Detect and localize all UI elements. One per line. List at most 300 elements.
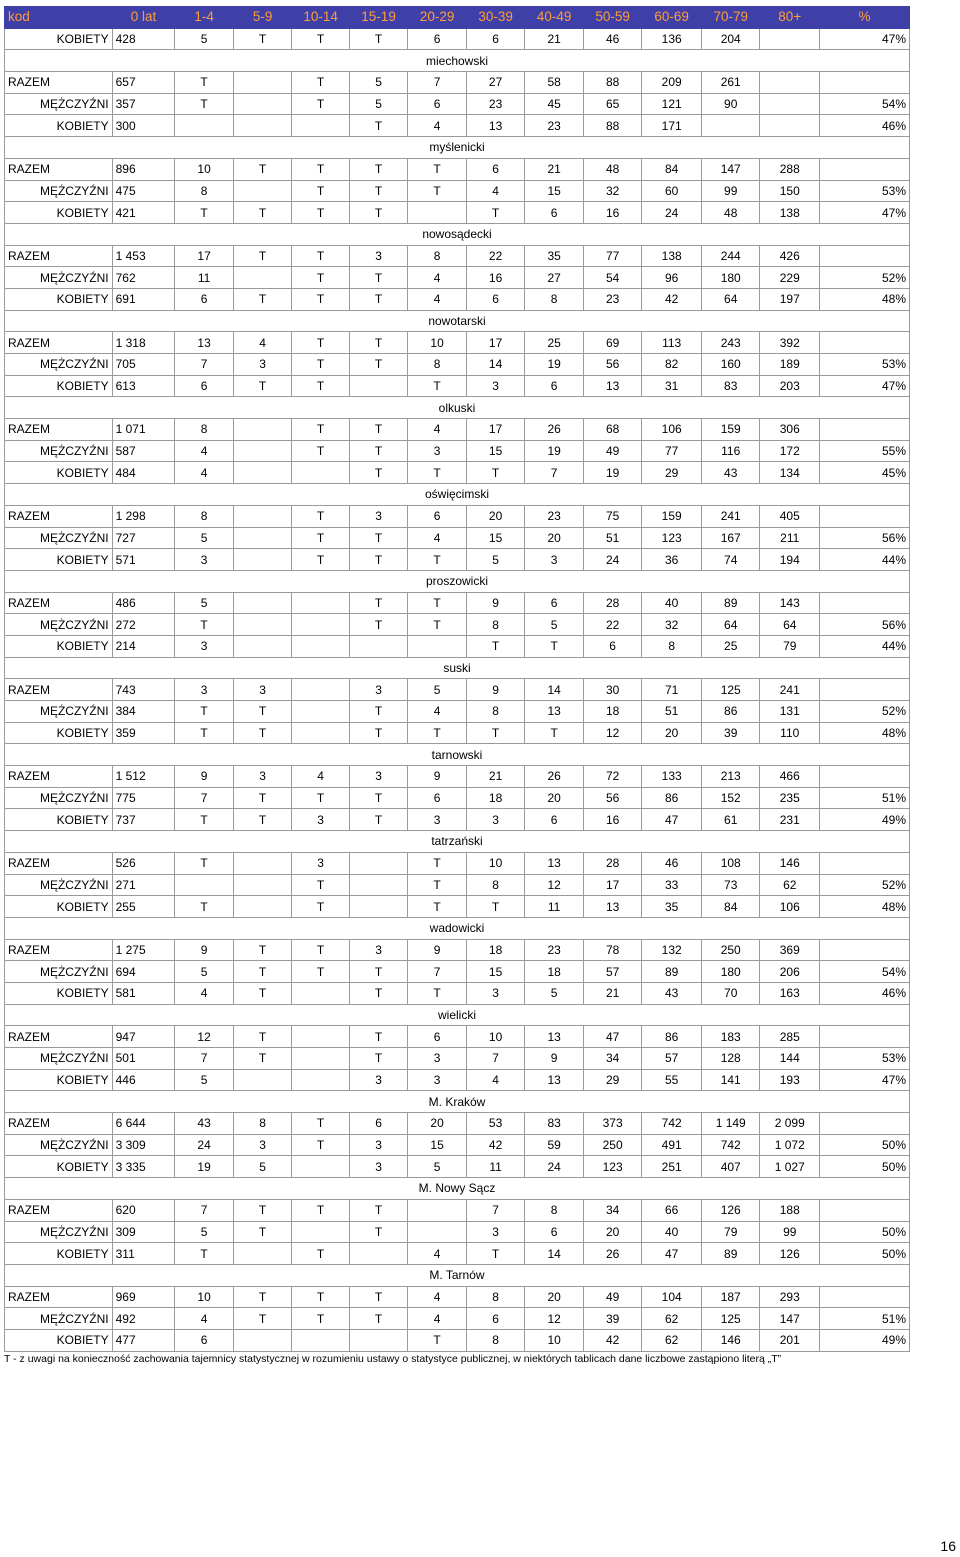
row-label: KOBIETY xyxy=(5,809,113,831)
age-cell: 75 xyxy=(583,505,642,527)
age-cell: T xyxy=(349,592,408,614)
age-cell xyxy=(760,72,820,94)
age-cell: 12 xyxy=(525,1308,584,1330)
age-cell: 138 xyxy=(642,245,702,267)
age-cell: 23 xyxy=(466,93,525,115)
percent-cell xyxy=(820,419,910,441)
age-cell xyxy=(292,701,349,723)
age-cell xyxy=(292,614,349,636)
table-row xyxy=(5,1113,910,1135)
percent-cell: 50% xyxy=(820,1156,910,1178)
section-row xyxy=(5,744,910,766)
age-cell: T xyxy=(349,354,408,376)
row-label: MĘŻCZYŹNI xyxy=(5,614,113,636)
age-cell: 18 xyxy=(466,787,525,809)
age-cell: 6 xyxy=(525,592,584,614)
total-cell: 384 xyxy=(112,701,175,723)
age-cell: 77 xyxy=(583,245,642,267)
age-cell: 34 xyxy=(583,1048,642,1070)
table-row xyxy=(5,72,910,94)
percent-cell xyxy=(820,852,910,874)
age-cell: 40 xyxy=(642,1221,702,1243)
age-cell: 86 xyxy=(642,787,702,809)
age-cell: 250 xyxy=(701,939,760,961)
age-cell: 89 xyxy=(701,1243,760,1265)
age-cell: 61 xyxy=(701,809,760,831)
age-cell: 6 xyxy=(466,28,525,50)
total-cell: 492 xyxy=(112,1308,175,1330)
age-cell: 7 xyxy=(175,354,234,376)
age-cell: T xyxy=(175,72,234,94)
age-cell: 209 xyxy=(642,72,702,94)
total-cell: 657 xyxy=(112,72,175,94)
row-label: RAZEM xyxy=(5,72,113,94)
age-cell: 3 xyxy=(466,375,525,397)
age-cell: T xyxy=(349,267,408,289)
total-cell: 587 xyxy=(112,440,175,462)
section-row xyxy=(5,657,910,679)
age-cell: 742 xyxy=(642,1113,702,1135)
age-cell: 22 xyxy=(583,614,642,636)
percent-cell: 52% xyxy=(820,701,910,723)
age-cell: 15 xyxy=(466,527,525,549)
total-cell: 727 xyxy=(112,527,175,549)
age-cell: T xyxy=(466,202,525,224)
age-cell: 48 xyxy=(583,158,642,180)
table-row xyxy=(5,93,910,115)
row-label: MĘŻCZYŹNI xyxy=(5,440,113,462)
total-cell: 475 xyxy=(112,180,175,202)
age-cell: 8 xyxy=(175,180,234,202)
header-cell: 0 lat xyxy=(112,7,175,29)
age-cell: 20 xyxy=(525,787,584,809)
age-cell: 3 xyxy=(349,939,408,961)
age-cell: 123 xyxy=(642,527,702,549)
age-cell: T xyxy=(175,1243,234,1265)
age-cell: 30 xyxy=(583,679,642,701)
age-cell: 136 xyxy=(642,28,702,50)
section-row xyxy=(5,484,910,506)
age-cell: 306 xyxy=(760,419,820,441)
section-title: M. Kraków xyxy=(5,1091,910,1113)
age-cell: 8 xyxy=(466,614,525,636)
age-cell: 4 xyxy=(175,982,234,1004)
table-row xyxy=(5,787,910,809)
age-cell: 11 xyxy=(175,267,234,289)
mortality-table xyxy=(4,6,910,1352)
age-cell: 19 xyxy=(525,354,584,376)
age-cell xyxy=(349,852,408,874)
age-cell: T xyxy=(292,375,349,397)
age-cell: T xyxy=(349,614,408,636)
age-cell: T xyxy=(292,549,349,571)
age-cell: 9 xyxy=(525,1048,584,1070)
percent-cell: 47% xyxy=(820,375,910,397)
age-cell: T xyxy=(292,1286,349,1308)
age-cell: T xyxy=(233,961,292,983)
age-cell: T xyxy=(292,1243,349,1265)
age-cell: T xyxy=(349,1048,408,1070)
table-row xyxy=(5,28,910,50)
total-cell: 1 453 xyxy=(112,245,175,267)
age-cell: 23 xyxy=(525,115,584,137)
row-label: KOBIETY xyxy=(5,635,113,657)
age-cell: T xyxy=(349,419,408,441)
age-cell: 64 xyxy=(701,288,760,310)
age-cell xyxy=(233,462,292,484)
age-cell: 29 xyxy=(583,1069,642,1091)
age-cell: T xyxy=(233,722,292,744)
row-label: KOBIETY xyxy=(5,982,113,1004)
age-cell: 8 xyxy=(408,245,467,267)
percent-cell xyxy=(820,1286,910,1308)
section-row xyxy=(5,1264,910,1286)
age-cell: 204 xyxy=(701,28,760,50)
age-cell: 43 xyxy=(642,982,702,1004)
age-cell: T xyxy=(466,462,525,484)
percent-cell: 51% xyxy=(820,787,910,809)
age-cell: 392 xyxy=(760,332,820,354)
age-cell xyxy=(233,1069,292,1091)
table-row xyxy=(5,1026,910,1048)
age-cell: 19 xyxy=(175,1156,234,1178)
percent-cell: 49% xyxy=(820,809,910,831)
age-cell: T xyxy=(408,722,467,744)
age-cell: 16 xyxy=(466,267,525,289)
age-cell xyxy=(233,592,292,614)
age-cell: 57 xyxy=(583,961,642,983)
row-label: RAZEM xyxy=(5,679,113,701)
row-label: MĘŻCZYŹNI xyxy=(5,1221,113,1243)
age-cell: T xyxy=(292,158,349,180)
age-cell: 4 xyxy=(408,701,467,723)
total-cell: 743 xyxy=(112,679,175,701)
age-cell: 3 xyxy=(408,809,467,831)
table-row xyxy=(5,874,910,896)
header-cell: % xyxy=(820,7,910,29)
table-row xyxy=(5,1199,910,1221)
row-label: MĘŻCZYŹNI xyxy=(5,527,113,549)
age-cell: 3 xyxy=(349,1069,408,1091)
percent-cell: 50% xyxy=(820,1243,910,1265)
age-cell: 203 xyxy=(760,375,820,397)
age-cell: T xyxy=(292,505,349,527)
percent-cell xyxy=(820,766,910,788)
age-cell: 10 xyxy=(466,1026,525,1048)
section-title: nowotarski xyxy=(5,310,910,332)
age-cell: 491 xyxy=(642,1134,702,1156)
section-title: miechowski xyxy=(5,50,910,72)
age-cell: T xyxy=(466,722,525,744)
age-cell: 194 xyxy=(760,549,820,571)
age-cell: 56 xyxy=(583,354,642,376)
age-cell: 84 xyxy=(642,158,702,180)
age-cell: 14 xyxy=(466,354,525,376)
header-cell: 50-59 xyxy=(583,7,642,29)
age-cell: T xyxy=(292,1113,349,1135)
age-cell: 261 xyxy=(701,72,760,94)
age-cell: T xyxy=(466,896,525,918)
age-cell: 231 xyxy=(760,809,820,831)
age-cell: 58 xyxy=(525,72,584,94)
age-cell: 46 xyxy=(642,852,702,874)
percent-cell: 53% xyxy=(820,180,910,202)
age-cell: 235 xyxy=(760,787,820,809)
age-cell: 213 xyxy=(701,766,760,788)
age-cell: 20 xyxy=(525,1286,584,1308)
age-cell: T xyxy=(349,440,408,462)
table-row xyxy=(5,701,910,723)
age-cell: 8 xyxy=(466,874,525,896)
percent-cell: 48% xyxy=(820,896,910,918)
age-cell: 197 xyxy=(760,288,820,310)
age-cell: T xyxy=(349,158,408,180)
age-cell: T xyxy=(349,28,408,50)
table-row xyxy=(5,505,910,527)
age-cell: 159 xyxy=(701,419,760,441)
age-cell: T xyxy=(349,961,408,983)
age-cell: 39 xyxy=(583,1308,642,1330)
age-cell: 121 xyxy=(642,93,702,115)
age-cell: 285 xyxy=(760,1026,820,1048)
age-cell: 42 xyxy=(466,1134,525,1156)
age-cell: 62 xyxy=(760,874,820,896)
age-cell: 13 xyxy=(583,375,642,397)
row-label: KOBIETY xyxy=(5,462,113,484)
age-cell: 126 xyxy=(760,1243,820,1265)
age-cell: 163 xyxy=(760,982,820,1004)
age-cell: 6 xyxy=(408,1026,467,1048)
age-cell: 466 xyxy=(760,766,820,788)
age-cell: T xyxy=(408,180,467,202)
age-cell xyxy=(233,614,292,636)
age-cell: T xyxy=(408,896,467,918)
total-cell: 3 309 xyxy=(112,1134,175,1156)
percent-cell: 49% xyxy=(820,1329,910,1351)
row-label: MĘŻCZYŹNI xyxy=(5,267,113,289)
age-cell: T xyxy=(292,527,349,549)
percent-cell: 44% xyxy=(820,549,910,571)
total-cell: 486 xyxy=(112,592,175,614)
age-cell: 3 xyxy=(175,679,234,701)
age-cell: 24 xyxy=(583,549,642,571)
percent-cell: 56% xyxy=(820,614,910,636)
section-row xyxy=(5,831,910,853)
age-cell xyxy=(760,93,820,115)
age-cell: 9 xyxy=(175,939,234,961)
row-label: KOBIETY xyxy=(5,375,113,397)
age-cell: 4 xyxy=(408,419,467,441)
age-cell: 5 xyxy=(525,982,584,1004)
age-cell: 1 072 xyxy=(760,1134,820,1156)
age-cell: 167 xyxy=(701,527,760,549)
total-cell: 581 xyxy=(112,982,175,1004)
row-label: RAZEM xyxy=(5,505,113,527)
percent-cell xyxy=(820,505,910,527)
age-cell: 25 xyxy=(701,635,760,657)
section-row xyxy=(5,917,910,939)
total-cell: 446 xyxy=(112,1069,175,1091)
age-cell: 19 xyxy=(583,462,642,484)
age-cell: 3 xyxy=(408,1048,467,1070)
age-cell: 26 xyxy=(525,766,584,788)
age-cell: 70 xyxy=(701,982,760,1004)
age-cell: 125 xyxy=(701,679,760,701)
row-label: RAZEM xyxy=(5,1199,113,1221)
age-cell: T xyxy=(349,1286,408,1308)
age-cell xyxy=(292,462,349,484)
age-cell: 128 xyxy=(701,1048,760,1070)
age-cell xyxy=(233,549,292,571)
age-cell: 241 xyxy=(701,505,760,527)
header-row xyxy=(5,7,910,29)
row-label: KOBIETY xyxy=(5,896,113,918)
total-cell: 3 335 xyxy=(112,1156,175,1178)
section-title: M. Nowy Sącz xyxy=(5,1178,910,1200)
total-cell: 775 xyxy=(112,787,175,809)
row-label: MĘŻCZYŹNI xyxy=(5,1048,113,1070)
age-cell: 9 xyxy=(408,939,467,961)
age-cell: 6 xyxy=(466,288,525,310)
table-row xyxy=(5,1329,910,1351)
age-cell: 3 xyxy=(233,766,292,788)
row-label: KOBIETY xyxy=(5,1329,113,1351)
age-cell: 3 xyxy=(349,766,408,788)
age-cell: T xyxy=(349,462,408,484)
age-cell: 6 xyxy=(408,93,467,115)
age-cell: 180 xyxy=(701,961,760,983)
age-cell: 13 xyxy=(525,1026,584,1048)
age-cell: T xyxy=(233,787,292,809)
age-cell: T xyxy=(349,549,408,571)
age-cell: 25 xyxy=(525,332,584,354)
age-cell: 125 xyxy=(701,1308,760,1330)
age-cell: 3 xyxy=(349,679,408,701)
age-cell: 4 xyxy=(175,440,234,462)
age-cell xyxy=(292,635,349,657)
age-cell: 104 xyxy=(642,1286,702,1308)
age-cell: 3 xyxy=(349,1134,408,1156)
section-title: wielicki xyxy=(5,1004,910,1026)
age-cell: 110 xyxy=(760,722,820,744)
age-cell: 10 xyxy=(408,332,467,354)
age-cell xyxy=(349,1329,408,1351)
age-cell xyxy=(233,896,292,918)
age-cell: 187 xyxy=(701,1286,760,1308)
age-cell: T xyxy=(233,288,292,310)
age-cell: 43 xyxy=(701,462,760,484)
age-cell xyxy=(292,1048,349,1070)
age-cell: 49 xyxy=(583,1286,642,1308)
total-cell: 477 xyxy=(112,1329,175,1351)
age-cell: 171 xyxy=(642,115,702,137)
table-row xyxy=(5,332,910,354)
section-title: myślenicki xyxy=(5,137,910,159)
table-row xyxy=(5,1048,910,1070)
age-cell: 3 xyxy=(466,809,525,831)
age-cell: 8 xyxy=(466,1286,525,1308)
table-header xyxy=(5,7,910,29)
age-cell: 4 xyxy=(408,1243,467,1265)
age-cell: T xyxy=(233,375,292,397)
age-cell: 229 xyxy=(760,267,820,289)
table-row xyxy=(5,961,910,983)
age-cell: 3 xyxy=(466,982,525,1004)
age-cell: 57 xyxy=(642,1048,702,1070)
header-cell: 80+ xyxy=(760,7,820,29)
section-row xyxy=(5,1178,910,1200)
age-cell: T xyxy=(175,896,234,918)
percent-cell: 56% xyxy=(820,527,910,549)
row-label: MĘŻCZYŹNI xyxy=(5,354,113,376)
age-cell: T xyxy=(292,93,349,115)
age-cell xyxy=(233,1329,292,1351)
age-cell: T xyxy=(349,115,408,137)
age-cell xyxy=(292,1221,349,1243)
age-cell: 106 xyxy=(760,896,820,918)
age-cell: 83 xyxy=(701,375,760,397)
age-cell: T xyxy=(349,180,408,202)
age-cell: 10 xyxy=(175,1286,234,1308)
age-cell: 4 xyxy=(466,1069,525,1091)
age-cell: T xyxy=(292,72,349,94)
age-cell: 201 xyxy=(760,1329,820,1351)
age-cell: 4 xyxy=(175,1308,234,1330)
age-cell: T xyxy=(233,701,292,723)
age-cell: 1 149 xyxy=(701,1113,760,1135)
age-cell: 20 xyxy=(466,505,525,527)
age-cell: 8 xyxy=(466,1329,525,1351)
page-number: 16 xyxy=(940,1538,956,1554)
percent-cell xyxy=(820,158,910,180)
age-cell: T xyxy=(349,1199,408,1221)
percent-cell: 47% xyxy=(820,202,910,224)
age-cell: 13 xyxy=(466,115,525,137)
age-cell: 13 xyxy=(175,332,234,354)
age-cell xyxy=(292,592,349,614)
age-cell: T xyxy=(233,245,292,267)
percent-cell: 46% xyxy=(820,982,910,1004)
age-cell: 3 xyxy=(233,354,292,376)
table-row xyxy=(5,1069,910,1091)
table-row xyxy=(5,852,910,874)
age-cell: 96 xyxy=(642,267,702,289)
age-cell: 40 xyxy=(642,592,702,614)
age-cell: T xyxy=(466,1243,525,1265)
age-cell: 6 xyxy=(408,505,467,527)
age-cell: 77 xyxy=(642,440,702,462)
age-cell: 13 xyxy=(583,896,642,918)
age-cell: 27 xyxy=(466,72,525,94)
age-cell: 4 xyxy=(408,288,467,310)
age-cell: 29 xyxy=(642,462,702,484)
age-cell: 143 xyxy=(760,592,820,614)
age-cell: 14 xyxy=(525,1243,584,1265)
age-cell: 8 xyxy=(525,288,584,310)
age-cell: 71 xyxy=(642,679,702,701)
age-cell: T xyxy=(408,158,467,180)
age-cell xyxy=(233,1243,292,1265)
age-cell: 4 xyxy=(466,180,525,202)
age-cell: T xyxy=(233,1048,292,1070)
percent-cell: 53% xyxy=(820,1048,910,1070)
age-cell: 141 xyxy=(701,1069,760,1091)
age-cell: 134 xyxy=(760,462,820,484)
age-cell: 74 xyxy=(701,549,760,571)
total-cell: 311 xyxy=(112,1243,175,1265)
age-cell: 3 xyxy=(175,635,234,657)
age-cell: 19 xyxy=(525,440,584,462)
